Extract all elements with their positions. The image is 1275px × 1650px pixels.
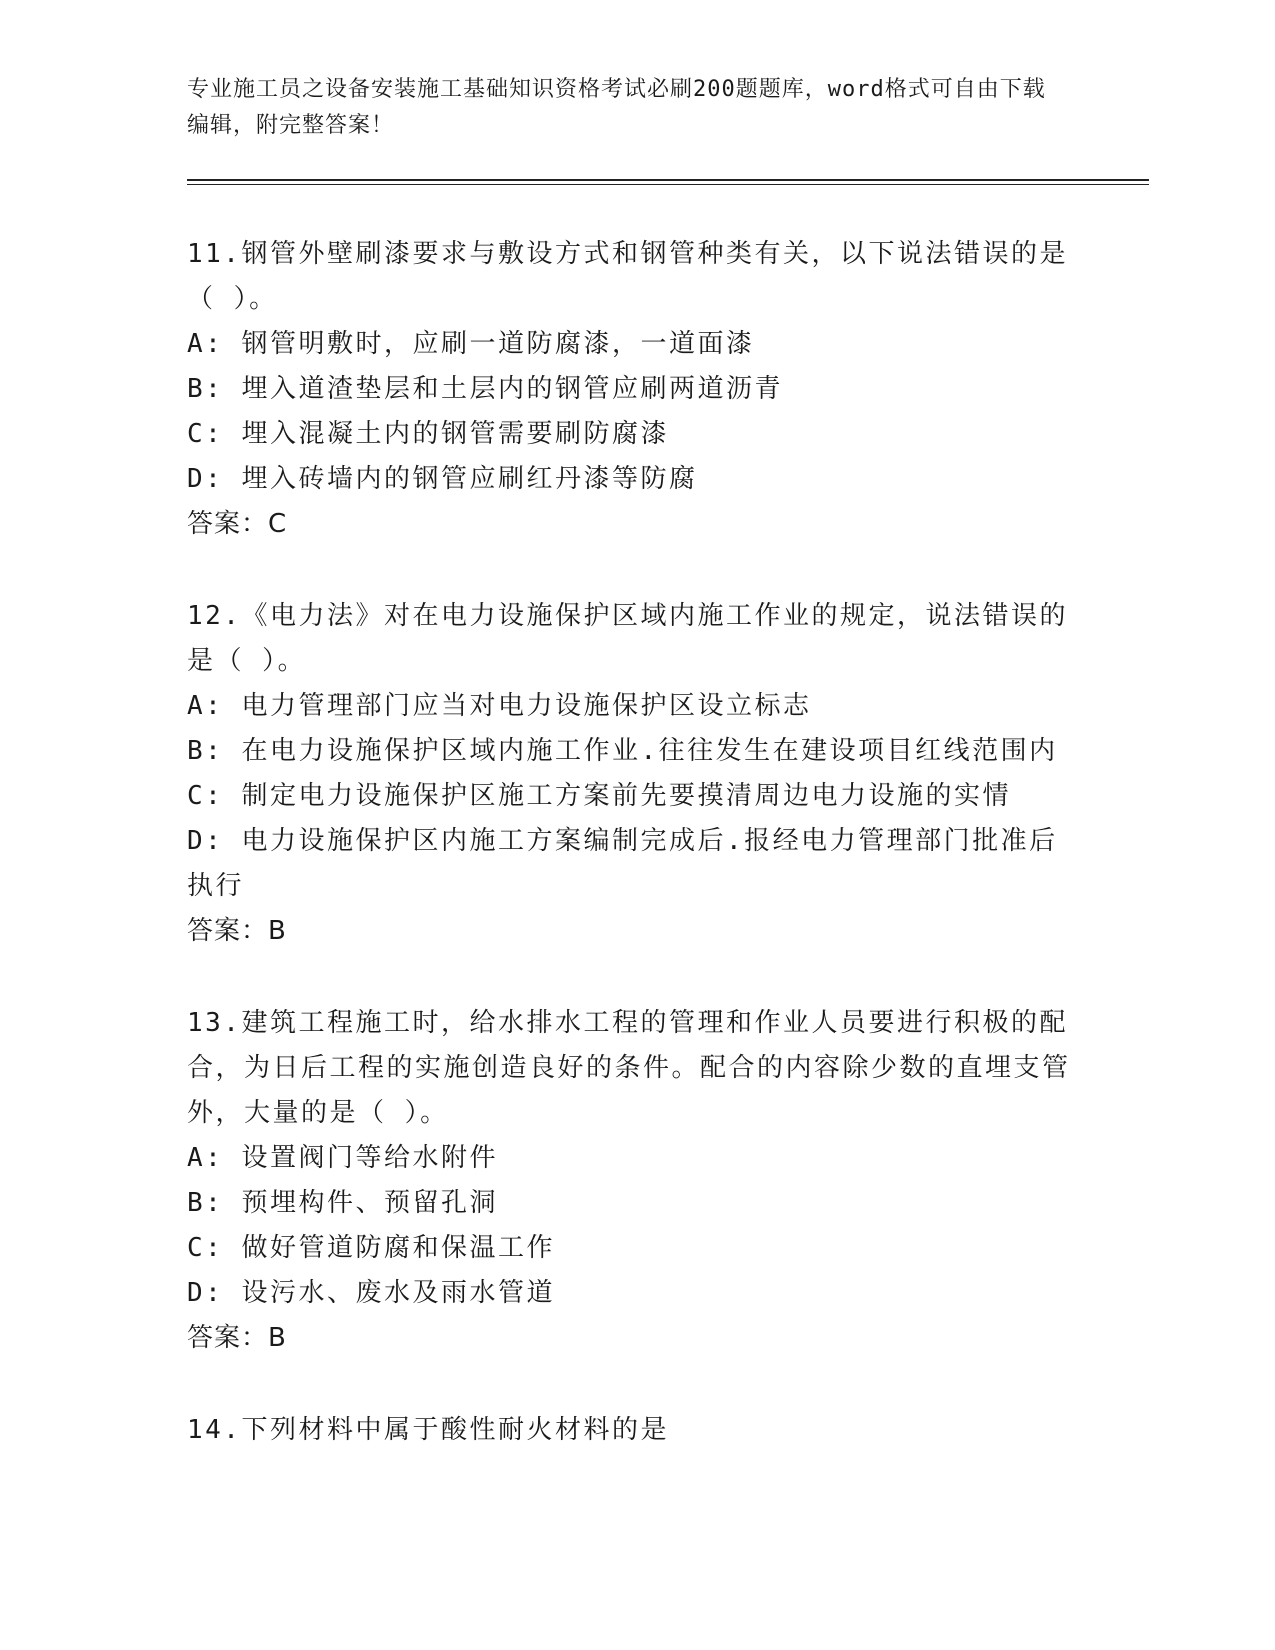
option-b: B: 在电力设施保护区域内施工作业.往往发生在建设项目红线范围内 <box>187 736 1058 766</box>
question-12 <box>187 594 1077 954</box>
option-d: D: 设污水、废水及雨水管道 <box>187 1278 555 1308</box>
option-c: C: 埋入混凝土内的钢管需要刷防腐漆 <box>187 419 669 449</box>
option-a: A: 钢管明敷时，应刷一道防腐漆，一道面漆 <box>187 329 755 359</box>
header-divider <box>187 179 1149 181</box>
question-stem: 12.《电力法》对在电力设施保护区域内施工作业的规定，说法错误的是（ ）。 <box>187 601 1068 676</box>
question-stem: 13.建筑工程施工时，给水排水工程的管理和作业人员要进行积极的配合，为日后工程的实施创造良好的条件。配合的内容除少数的直埋支管外，大量的是（ ）。 <box>187 1008 1071 1128</box>
option-b: B: 埋入道渣垫层和土层内的钢管应刷两道沥青 <box>187 374 783 404</box>
question-list <box>187 232 1077 1500</box>
option-a: A: 设置阀门等给水附件 <box>187 1143 498 1173</box>
option-c: C: 做好管道防腐和保温工作 <box>187 1233 555 1263</box>
question-11 <box>187 232 1077 547</box>
option-d: D: 电力设施保护区内施工方案编制完成后.报经电力管理部门批准后执行 <box>187 826 1058 901</box>
answer: 答案：C <box>187 509 288 539</box>
answer: 答案：B <box>187 1323 287 1353</box>
option-d: D: 埋入砖墙内的钢管应刷红丹漆等防腐 <box>187 464 698 494</box>
question-stem: 14.下列材料中属于酸性耐火材料的是 <box>187 1415 669 1445</box>
option-c: C: 制定电力设施保护区施工方案前先要摸清周边电力设施的实情 <box>187 781 1011 811</box>
option-b: B: 预埋构件、预留孔洞 <box>187 1188 498 1218</box>
option-a: A: 电力管理部门应当对电力设施保护区设立标志 <box>187 691 812 721</box>
question-stem: 11.钢管外壁刷漆要求与敷设方式和钢管种类有关，以下说法错误的是（ ）。 <box>187 239 1068 314</box>
header-divider-thin <box>187 184 1149 185</box>
answer: 答案：B <box>187 916 287 946</box>
document-header: 专业施工员之设备安装施工基础知识资格考试必刷200题题库，word格式可自由下载编辑，附完整答案！ <box>187 77 1046 138</box>
question-13 <box>187 1001 1077 1361</box>
question-14 <box>187 1408 1077 1453</box>
